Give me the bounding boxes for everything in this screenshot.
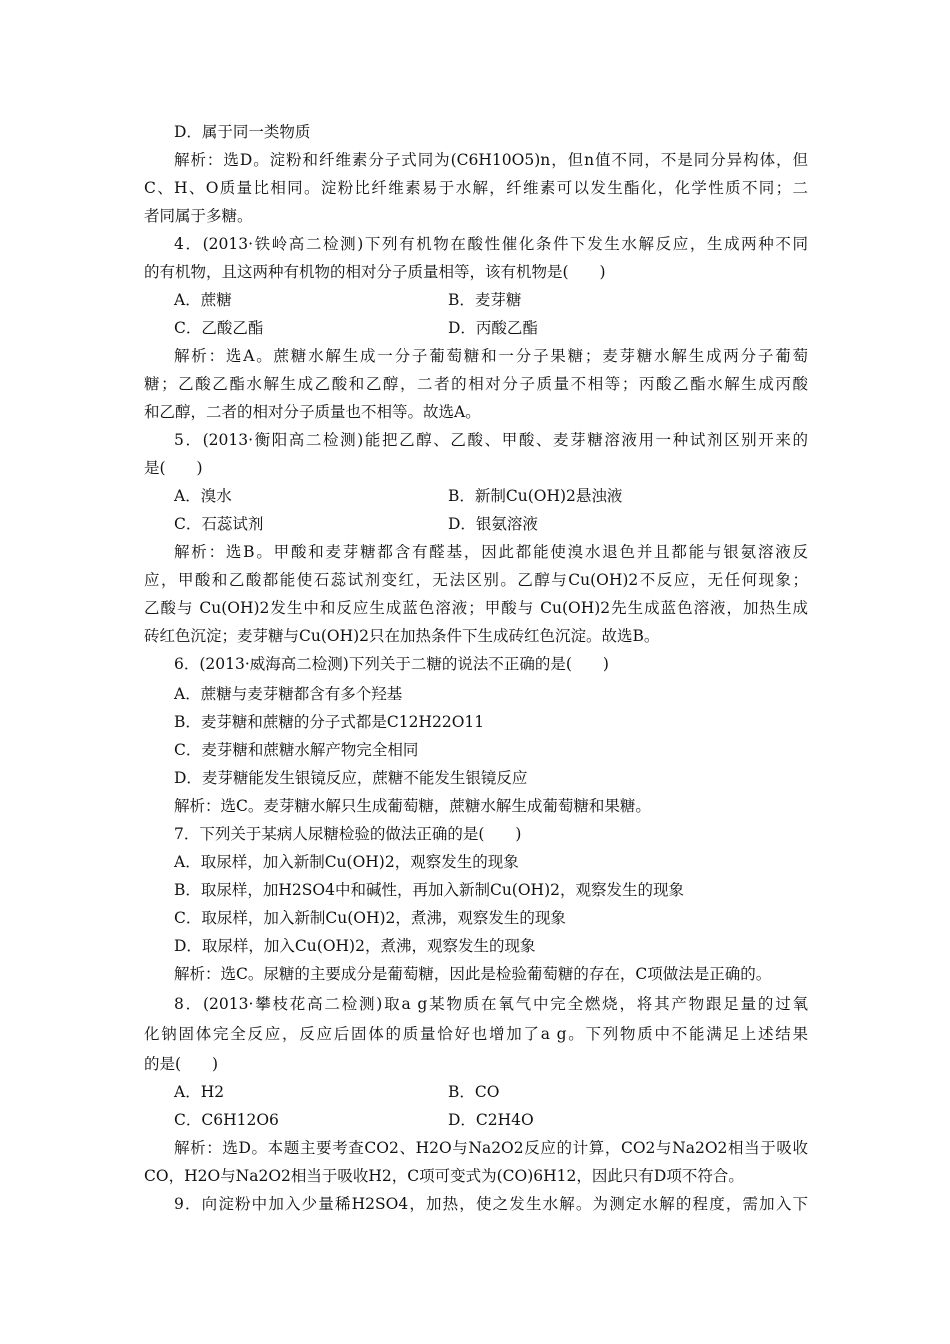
option-b: B．麦芽糖 (448, 291, 522, 309)
analysis-line: CO，H2O与Na2O2相当于吸收H2，C项可变式为(CO)6H12，因此只有D项不符合。 (144, 1167, 744, 1185)
option-b: B．新制Cu(OH)2悬浊液 (448, 487, 623, 505)
analysis-line: 解析：选C。麦芽糖水解只生成葡萄糖，蔗糖水解生成葡萄糖和果糖。 (174, 797, 651, 815)
question-4-stem: 4．(2013·铁岭高二检测)下列有机物在酸性催化条件下发生水解反应，生成两种不同 (174, 235, 808, 253)
option-a: A．H2 (174, 1083, 225, 1101)
analysis-line: 和乙醇，二者的相对分子质量也不相等。故选A。 (144, 403, 481, 421)
option-b: B．CO (448, 1083, 500, 1101)
option-b: B．麦芽糖和蔗糖的分子式都是C12H22O11 (174, 713, 485, 731)
question-5-stem: 5．(2013·衡阳高二检测)能把乙醇、乙酸、甲酸、麦芽糖溶液用一种试剂区别开来的 (174, 431, 808, 449)
analysis-line: 者同属于多糖。 (144, 207, 253, 225)
question-5-stem: 是( ) (144, 459, 203, 477)
option-d-text: D．属于同一类物质 (174, 123, 311, 141)
option-d: D．丙酸乙酯 (448, 319, 538, 337)
option-a: A．取尿样，加入新制Cu(OH)2，观察发生的现象 (174, 853, 519, 871)
option-d: D．取尿样，加入Cu(OH)2，煮沸，观察发生的现象 (174, 937, 536, 955)
analysis-line: 解析：选D。淀粉和纤维素分子式同为(C6H10O5)n，但n值不同，不是同分异构体，但 (174, 151, 808, 169)
option-c: C．麦芽糖和蔗糖水解产物完全相同 (174, 741, 419, 759)
option-d: D．麦芽糖能发生银镜反应，蔗糖不能发生银镜反应 (174, 769, 528, 787)
option-a: A．蔗糖与麦芽糖都含有多个羟基 (174, 685, 403, 703)
question-8-stem: 8．(2013·攀枝花高二检测)取a g某物质在氧气中完全燃烧，将其产物跟足量的过氧 (174, 995, 808, 1013)
question-7-stem: 7．下列关于某病人尿糖检验的做法正确的是( ) (174, 825, 522, 843)
option-d: D．银氨溶液 (448, 515, 538, 533)
question-8-stem: 化钠固体完全反应，反应后固体的质量恰好也增加了a g。下列物质中不能满足上述结果 (144, 1025, 808, 1043)
option-c: C．乙酸乙酯 (174, 319, 264, 337)
question-9-stem: 9．向淀粉中加入少量稀H2SO4，加热，使之发生水解。为测定水解的程度，需加入下 (174, 1195, 808, 1213)
question-4-stem: 的有机物，且这两种有机物的相对分子质量相等，该有机物是( ) (144, 263, 606, 281)
option-c: C．C6H12O6 (174, 1111, 279, 1129)
question-6-stem: 6．(2013·威海高二检测)下列关于二糖的说法不正确的是( ) (174, 655, 609, 673)
option-c: C．石蕊试剂 (174, 515, 264, 533)
analysis-line: 糖；乙酸乙酯水解生成乙酸和乙醇，二者的相对分子质量不相等；丙酸乙酯水解生成丙酸 (144, 375, 808, 393)
option-d: D．C2H4O (448, 1111, 534, 1129)
analysis-line: 解析：选C。尿糖的主要成分是葡萄糖，因此是检验葡萄糖的存在，C项做法是正确的。 (174, 965, 772, 983)
analysis-line: C、H、O质量比相同。淀粉比纤维素易于水解，纤维素可以发生酯化，化学性质不同；二 (144, 179, 808, 197)
analysis-line: 砖红色沉淀；麦芽糖与Cu(OH)2只在加热条件下生成砖红色沉淀。故选B。 (144, 627, 660, 645)
option-b: B．取尿样，加H2SO4中和碱性，再加入新制Cu(OH)2，观察发生的现象 (174, 881, 684, 899)
analysis-line: 解析：选D。本题主要考查CO2、H2O与Na2O2反应的计算，CO2与Na2O2相当于吸收 (174, 1139, 808, 1157)
option-c: C．取尿样，加入新制Cu(OH)2，煮沸，观察发生的现象 (174, 909, 566, 927)
option-a: A．蔗糖 (174, 291, 232, 309)
analysis-line: 应，甲酸和乙酸都能使石蕊试剂变红，无法区别。乙醇与Cu(OH)2不反应，无任何现象； (144, 571, 808, 589)
option-a: A．溴水 (174, 487, 232, 505)
analysis-line: 解析：选B。甲酸和麦芽糖都含有醛基，因此都能使溴水退色并且都能与银氨溶液反 (174, 543, 808, 561)
question-8-stem: 的是( ) (144, 1055, 219, 1073)
analysis-line: 乙酸与 Cu(OH)2发生中和反应生成蓝色溶液；甲酸与 Cu(OH)2先生成蓝色溶液，加热生成 (144, 599, 808, 617)
analysis-line: 解析：选A。蔗糖水解生成一分子葡萄糖和一分子果糖；麦芽糖水解生成两分子葡萄 (174, 347, 808, 365)
